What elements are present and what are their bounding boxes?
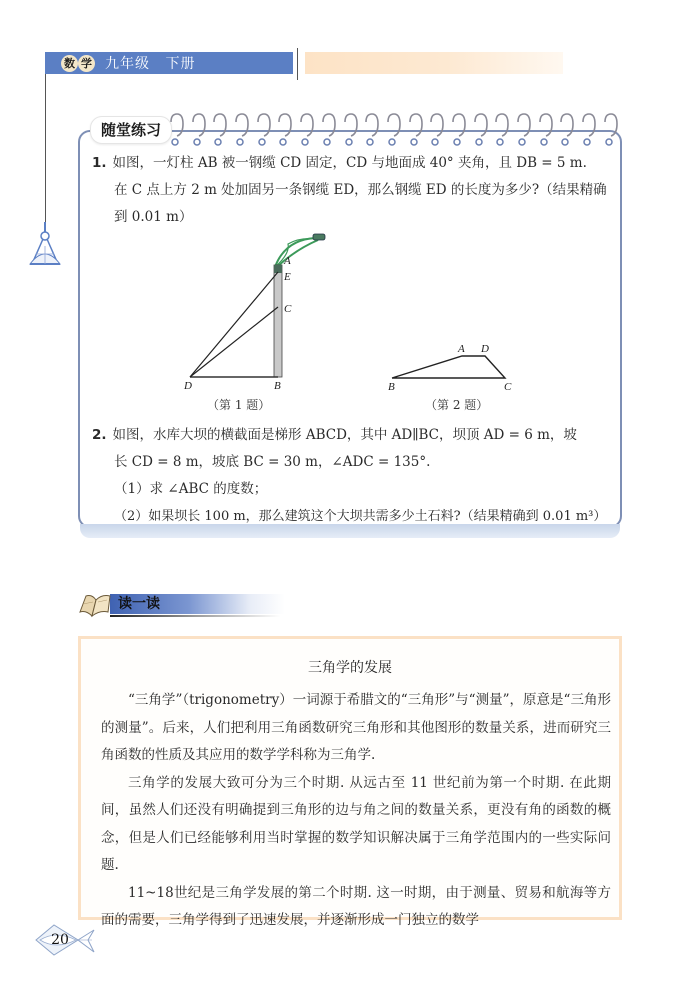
problem-line: [92, 150, 617, 177]
ring-icon: [558, 112, 574, 148]
subject-badge: [61, 55, 95, 72]
ring-icon: [211, 112, 227, 148]
ring-icon: [493, 112, 509, 148]
figure-1-lamp-post: [180, 232, 340, 392]
label-d: D: [184, 380, 192, 392]
ring-icon: [255, 112, 271, 148]
header-bar: [45, 52, 293, 74]
reading-paragraph: “三角学”（trigonometry）一词源于希腊文的“三角形”与“测量”，原意是“三角形的测量”。后来，人们把利用三角函数研究三角形和其他图形的数量关系，进而研究三角函数的性质及其应用的数学学科称为三角学.: [101, 692, 611, 763]
grade-text: 九年级 下册: [105, 56, 196, 72]
problem-number: 2.: [92, 427, 107, 443]
problem-line: [92, 422, 617, 449]
ring-icon: [537, 112, 553, 148]
label-b: B: [274, 380, 281, 392]
problem-line: 到 0.01 m）: [114, 209, 193, 225]
subject-char: 学: [78, 55, 95, 72]
label-d: D: [481, 343, 489, 355]
page-number: 20: [51, 932, 69, 948]
reading-section-header: [78, 590, 298, 620]
reading-title: 三角学的发展: [308, 660, 392, 676]
ring-icon: [450, 112, 466, 148]
figure-2-trapezoid: [380, 336, 530, 392]
reading-card: [78, 636, 622, 928]
ring-icon: [580, 112, 596, 148]
open-book-icon: [78, 592, 114, 618]
ring-icon: [472, 112, 488, 148]
problem-line: 长 CD = 8 m，坡底 BC = 30 m，∠ADC = 135°.: [114, 454, 431, 470]
header-accent-band: [305, 52, 563, 74]
label-c: C: [504, 381, 512, 392]
figure-1-caption: （第 1 题）: [207, 398, 271, 412]
problem-2: [92, 422, 617, 530]
ring-icon: [190, 112, 206, 148]
ring-icon: [515, 112, 531, 148]
ring-icon: [276, 112, 292, 148]
reading-paragraph: 三角学的发展大致可分为三个时期. 从远古至 11 世纪前为第一个时期. 在此期间，虽然人们还没有明确提到三角形的边与角之间的数量关系，更没有角的函数的概念，但是人们已经能够利用当时掌握的数学知识解决属于三角学范围内的一些实际问题.: [101, 774, 611, 873]
problem-number: 1.: [92, 155, 107, 171]
ring-icon: [298, 112, 314, 148]
problem-1: [92, 150, 617, 231]
ring-icon: [233, 112, 249, 148]
sub-question-1: （1）求 ∠ABC 的度数；: [114, 481, 268, 497]
label-c: C: [284, 303, 292, 315]
reading-section-label: 读一读: [118, 596, 160, 612]
reading-paragraph: 11~18世纪是三角学发展的第二个时期. 这一时期，由于测量、贸易和航海等方面的需要，三角学得到了迅速发展，并逐渐形成一门独立的数学: [101, 884, 611, 928]
problem-text: 如图，一灯柱 AB 被一钢缆 CD 固定，CD 与地面成 40° 夹角，且 DB = 5 m.: [112, 155, 587, 171]
ring-icon: [385, 112, 401, 148]
reading-body: [101, 687, 611, 935]
ring-icon: [602, 112, 618, 148]
label-a: A: [458, 343, 465, 355]
problem-line: 在 C 点上方 2 m 处加固另一条钢缆 ED，那么钢缆 ED 的长度为多少?（结果精确: [114, 182, 607, 198]
subject-char: 数: [61, 55, 78, 72]
sub-question-2: （2）如果坝长 100 m，那么建筑这个大坝共需多少土石料?（结果精确到 0.01 m³）: [114, 509, 607, 524]
ring-icon: [320, 112, 336, 148]
ring-icon: [363, 112, 379, 148]
ring-icon: [407, 112, 423, 148]
ring-icon: [428, 112, 444, 148]
problem-text: 如图，水库大坝的横截面是梯形 ABCD，其中 AD∥BC，坝顶 AD = 6 m，坡: [112, 427, 577, 443]
label-e: E: [284, 271, 291, 283]
reading-underline: [110, 615, 280, 617]
figure-2-caption: （第 2 题）: [425, 398, 489, 412]
label-a: A: [284, 255, 291, 267]
ring-icon: [342, 112, 358, 148]
label-b: B: [388, 381, 395, 392]
notebook-rings: [168, 112, 618, 148]
exercise-tab-label: 随堂练习: [90, 116, 172, 144]
compass-icon: [26, 222, 64, 270]
header-divider: [297, 48, 298, 80]
margin-line: [45, 74, 46, 228]
